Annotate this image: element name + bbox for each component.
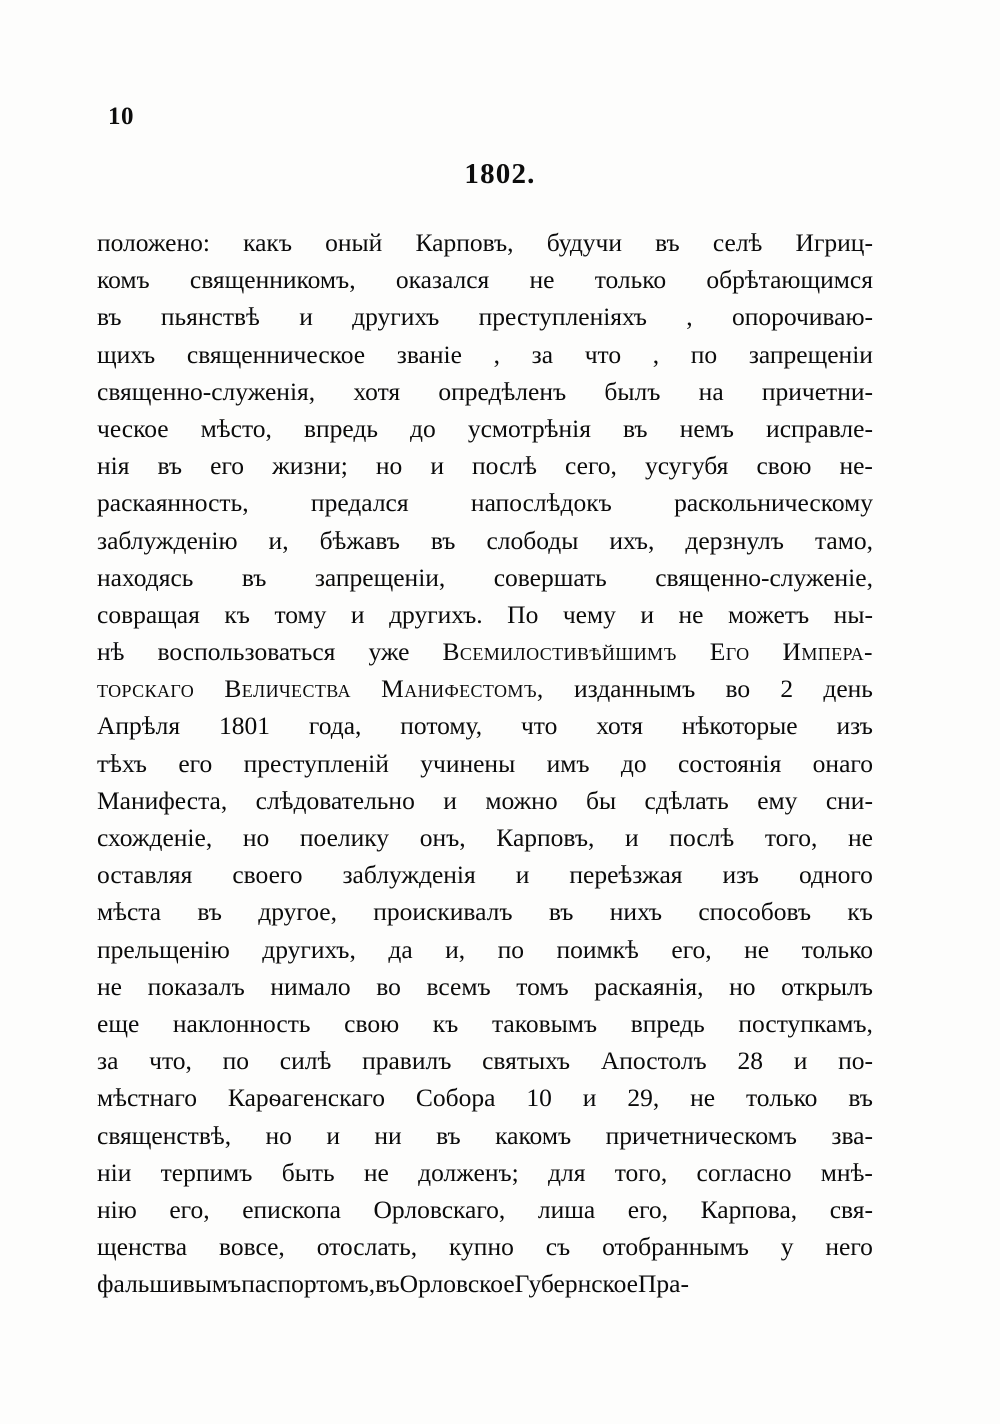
text-word: тѣхъ xyxy=(97,748,147,778)
text-line xyxy=(97,745,873,782)
text-word: мнѣ- xyxy=(820,1157,873,1187)
text-word: Игриц- xyxy=(795,228,873,257)
text-word: изъ xyxy=(722,860,759,890)
text-word: и xyxy=(299,302,313,332)
text-word: но xyxy=(729,971,756,1001)
text-word: комъ xyxy=(97,265,150,295)
text-word: по xyxy=(222,1046,250,1076)
text-word: въ xyxy=(430,525,456,555)
text-word: Импера- xyxy=(782,637,873,667)
text-line xyxy=(97,410,873,447)
text-word: Манифестомъ, xyxy=(381,674,544,704)
text-line xyxy=(97,1228,873,1265)
text-word: ихъ, xyxy=(609,525,655,555)
text-line xyxy=(97,447,873,484)
text-word: того, xyxy=(764,823,818,852)
text-word: Орловское xyxy=(399,1269,515,1299)
text-word: другихъ, xyxy=(262,934,356,964)
text-word: раскаянія, xyxy=(594,971,704,1001)
text-word: какомъ xyxy=(495,1120,572,1150)
text-word: за xyxy=(531,339,554,369)
text-line xyxy=(97,707,873,744)
text-word: торскаго xyxy=(97,674,195,704)
text-word: одного xyxy=(798,860,873,890)
text-word: тому xyxy=(274,599,327,629)
text-word: Всемилостивѣйшимъ xyxy=(442,637,677,667)
text-word: не xyxy=(363,1157,389,1187)
text-word: изданнымъ xyxy=(573,674,696,704)
text-word: нѣ xyxy=(97,637,125,667)
text-word: и, xyxy=(445,934,466,964)
text-word: Пра- xyxy=(638,1269,689,1299)
text-word: оставляя xyxy=(97,860,193,890)
text-word: фальшивымъ xyxy=(97,1269,242,1299)
text-word: онъ, xyxy=(419,823,466,852)
text-word: нію xyxy=(97,1194,137,1224)
text-word: священникомъ, xyxy=(189,265,356,295)
text-word: не xyxy=(847,823,873,852)
text-word: только xyxy=(746,1083,818,1113)
text-line xyxy=(97,336,873,373)
text-word: что, xyxy=(149,1046,192,1076)
text-word: и xyxy=(640,599,655,629)
text-word: бы xyxy=(586,785,617,815)
text-line xyxy=(97,1154,873,1191)
text-word: его, xyxy=(169,1194,210,1224)
text-word: раскаянность, xyxy=(97,488,249,518)
text-word: сего, xyxy=(565,451,617,481)
text-word: и xyxy=(582,1083,597,1113)
text-word: имъ xyxy=(546,748,590,778)
text-word: всемъ xyxy=(426,971,491,1001)
text-word: во xyxy=(376,971,401,1001)
text-word: въ xyxy=(375,1269,400,1299)
text-word: до xyxy=(620,748,647,778)
text-word: и, xyxy=(268,525,289,555)
text-word: Карпова, xyxy=(700,1194,798,1224)
text-word: нимало xyxy=(270,971,351,1001)
text-word: схожденіе, xyxy=(97,823,213,852)
text-word: Собора xyxy=(415,1083,496,1113)
text-word: отослать, xyxy=(316,1232,418,1262)
text-word: свою xyxy=(756,451,812,481)
text-word: 1801 xyxy=(219,711,270,741)
text-word: усугубя xyxy=(644,451,729,481)
text-word: по- xyxy=(838,1046,873,1076)
text-word: его xyxy=(210,451,245,481)
text-word: въ xyxy=(436,1120,461,1150)
text-word: и xyxy=(625,823,639,852)
text-word: оный xyxy=(325,228,383,257)
text-word: переѣзжая xyxy=(569,860,683,890)
text-line xyxy=(97,931,873,968)
text-word: по xyxy=(497,934,525,964)
text-word: пьянствѣ xyxy=(160,302,260,332)
text-word: обрѣтающимся xyxy=(706,265,873,295)
text-line xyxy=(97,1079,873,1116)
text-word: не- xyxy=(839,451,873,481)
text-line xyxy=(97,559,873,596)
text-word: бѣжавъ xyxy=(319,525,400,555)
text-word: 29, xyxy=(627,1083,660,1113)
text-word: совершать xyxy=(493,562,607,592)
text-line xyxy=(97,968,873,1005)
text-word: нія xyxy=(97,451,130,481)
text-word: ны- xyxy=(833,599,873,629)
text-word: преступленіяхъ xyxy=(478,302,647,332)
text-word: жизни; xyxy=(272,451,348,481)
text-word: и xyxy=(326,1120,340,1150)
text-word: щихъ xyxy=(97,339,156,369)
text-word: долженъ; xyxy=(418,1157,519,1187)
text-word: поимкѣ xyxy=(556,934,639,964)
text-word: поелику xyxy=(299,823,390,852)
text-word: Карповъ, xyxy=(415,228,514,257)
text-word: своего xyxy=(232,860,303,890)
text-word: по xyxy=(690,339,718,369)
text-word: заблужденію xyxy=(97,525,238,555)
text-word: можно xyxy=(485,785,558,815)
text-word: да xyxy=(388,934,413,964)
text-word: заблужденія xyxy=(342,860,476,890)
text-line xyxy=(97,596,873,633)
text-word: показалъ xyxy=(147,971,245,1001)
text-line xyxy=(97,1117,873,1154)
text-word: не xyxy=(529,265,555,295)
text-word: таковымъ xyxy=(491,1008,598,1038)
text-word: нѣкоторые xyxy=(681,711,798,741)
text-word: послѣ xyxy=(669,823,735,852)
text-word: усмотрѣнія xyxy=(467,413,591,443)
text-line xyxy=(97,261,873,298)
text-word: въ xyxy=(548,897,574,927)
text-word: уже xyxy=(368,637,410,667)
text-word: въ xyxy=(97,302,122,332)
text-word: епископа xyxy=(242,1194,341,1224)
text-word: священствѣ, xyxy=(97,1120,232,1150)
text-word: состоянія xyxy=(678,748,782,778)
text-word: вовсе, xyxy=(218,1232,285,1262)
text-word: для xyxy=(548,1157,586,1187)
text-word: Апрѣля xyxy=(97,711,181,741)
text-word: послѣ xyxy=(472,451,537,481)
text-word: сдѣлать xyxy=(644,785,729,815)
text-word: способовъ xyxy=(698,897,812,927)
running-head-year: 1802. xyxy=(464,158,536,190)
text-word: до xyxy=(410,413,436,443)
text-word: и xyxy=(430,451,444,481)
text-word: исправле- xyxy=(766,413,873,443)
text-word: въ xyxy=(157,451,183,481)
text-word: Его xyxy=(709,637,750,667)
text-word: Губернское xyxy=(514,1269,639,1299)
text-word: къ xyxy=(847,897,873,927)
text-word: въ xyxy=(241,562,267,592)
text-word: открылъ xyxy=(781,971,873,1001)
text-word: преступленій xyxy=(243,748,389,778)
text-word: дерзнулъ xyxy=(685,525,784,555)
text-word: сни- xyxy=(825,785,873,815)
text-word: опорочиваю- xyxy=(731,302,873,332)
text-line xyxy=(97,782,873,819)
text-word: но xyxy=(242,823,270,852)
text-word: не xyxy=(678,599,704,629)
text-word: паспортомъ, xyxy=(241,1269,376,1299)
text-word: въ xyxy=(197,897,222,927)
text-word: не xyxy=(744,934,770,964)
body-text-block xyxy=(97,224,873,1302)
text-word: что xyxy=(584,339,622,369)
text-word: другихъ xyxy=(352,302,440,332)
text-line xyxy=(97,893,873,930)
text-word: только xyxy=(594,265,667,295)
text-word: не xyxy=(690,1083,716,1113)
text-word: быть xyxy=(281,1157,335,1187)
text-word: впредь xyxy=(303,413,378,443)
text-word: въ xyxy=(848,1083,873,1113)
text-word: немъ xyxy=(679,413,734,443)
text-word: запрещеніи, xyxy=(314,562,446,592)
text-word: его, xyxy=(671,934,712,964)
text-word: согласно xyxy=(696,1157,792,1187)
text-word: слободы xyxy=(486,525,579,555)
text-line xyxy=(97,633,873,670)
text-word: не xyxy=(97,971,122,1001)
text-word: зва- xyxy=(831,1120,873,1150)
text-word: другое, xyxy=(258,897,337,927)
text-line xyxy=(97,373,873,410)
text-word: Орловскаго, xyxy=(373,1194,506,1224)
text-word: къ xyxy=(224,599,250,629)
text-word: и xyxy=(350,599,365,629)
text-word: 28 xyxy=(737,1046,763,1076)
text-word: года, xyxy=(308,711,362,741)
text-word: наклонность xyxy=(172,1008,311,1038)
text-line xyxy=(97,484,873,521)
text-word: лиша xyxy=(537,1194,596,1224)
text-line xyxy=(97,1191,873,1228)
text-word: оказался xyxy=(395,265,490,295)
text-word: находясь xyxy=(97,562,194,592)
text-word: священно-служеніе, xyxy=(655,562,873,592)
text-word: и xyxy=(515,860,530,890)
text-word: день xyxy=(823,674,873,704)
text-word: хотя xyxy=(596,711,643,741)
text-word: По xyxy=(507,599,539,629)
text-word: свя- xyxy=(829,1194,873,1224)
text-line xyxy=(97,819,873,856)
text-word: , xyxy=(493,339,500,369)
text-word: причетни- xyxy=(761,376,873,406)
text-word: Величества xyxy=(224,674,351,704)
text-word: силѣ xyxy=(279,1046,332,1076)
text-word: мѣстнаго xyxy=(97,1083,197,1113)
text-word: потому, xyxy=(400,711,483,741)
text-word: Карѳагенскаго xyxy=(227,1083,385,1113)
text-word: можетъ xyxy=(727,599,810,629)
text-line xyxy=(97,1265,873,1302)
text-word: слѣдовательно xyxy=(255,785,415,815)
text-word: , xyxy=(686,302,693,332)
text-word: напослѣдокъ xyxy=(470,488,612,518)
text-word: правилъ xyxy=(362,1046,452,1076)
text-word: его, xyxy=(627,1194,669,1224)
text-word: еще xyxy=(97,1008,140,1038)
text-word: Манифеста, xyxy=(97,785,228,815)
text-word: 2 xyxy=(780,674,794,704)
text-word: но xyxy=(265,1120,292,1150)
text-word: за xyxy=(97,1046,119,1076)
text-word: будучи xyxy=(546,228,623,257)
text-line xyxy=(97,522,873,559)
page-number: 10 xyxy=(108,103,134,130)
text-word: хотя xyxy=(353,376,401,406)
text-word: запрещеніи xyxy=(748,339,873,369)
text-line xyxy=(97,224,873,261)
text-word: впредь xyxy=(630,1008,705,1038)
text-word: поступкамъ, xyxy=(738,1008,873,1038)
text-word: прельщенію xyxy=(97,934,230,964)
text-word: у xyxy=(780,1232,794,1262)
text-word: Карповъ, xyxy=(496,823,595,852)
text-word: какъ xyxy=(243,228,293,257)
text-word: съ xyxy=(545,1232,571,1262)
text-word: онаго xyxy=(812,748,873,778)
text-word: него xyxy=(825,1232,873,1262)
text-line xyxy=(97,298,873,335)
text-word: во xyxy=(725,674,751,704)
text-word: и xyxy=(793,1046,808,1076)
text-word: воспользоваться xyxy=(157,637,336,667)
text-word: причетническомъ xyxy=(605,1120,797,1150)
text-word: въ xyxy=(655,228,680,257)
text-word: учинены xyxy=(420,748,516,778)
text-word: его xyxy=(178,748,213,778)
text-word: только xyxy=(801,934,873,964)
text-word: раскольническому xyxy=(674,488,873,518)
text-word: отобраннымъ xyxy=(602,1232,749,1262)
text-word: званіе xyxy=(396,339,462,369)
text-word: совращая xyxy=(97,599,200,629)
text-word: ему xyxy=(757,785,798,815)
text-word: ніи xyxy=(97,1157,132,1187)
text-word: нихъ xyxy=(609,897,663,927)
text-word: къ xyxy=(432,1008,459,1038)
text-word: ческое xyxy=(97,413,169,443)
text-word: свою xyxy=(344,1008,400,1038)
text-word: предался xyxy=(310,488,409,518)
text-word: мѣсто, xyxy=(200,413,272,443)
text-word: селѣ xyxy=(712,228,763,257)
text-word: священническое xyxy=(186,339,366,369)
text-word: на xyxy=(698,376,724,406)
text-word: купно xyxy=(449,1232,514,1262)
text-word: терпимъ xyxy=(160,1157,253,1187)
text-word: что xyxy=(520,711,558,741)
text-word: другихъ. xyxy=(389,599,483,629)
text-word: Апостолъ xyxy=(600,1046,707,1076)
text-word: тамо, xyxy=(814,525,873,555)
text-word: священно-служенія, xyxy=(97,376,316,406)
text-line xyxy=(97,1042,873,1079)
text-word: положено: xyxy=(97,228,210,257)
text-word: мѣста xyxy=(97,897,162,927)
text-word: проискивалъ xyxy=(373,897,513,927)
text-word: щенства xyxy=(97,1232,188,1262)
text-word: томъ xyxy=(516,971,569,1001)
text-word: ни xyxy=(374,1120,402,1150)
text-word: святыхъ xyxy=(482,1046,571,1076)
text-line xyxy=(97,670,873,707)
text-word: изъ xyxy=(836,711,873,741)
text-word: 10 xyxy=(526,1083,552,1113)
text-word: того, xyxy=(614,1157,668,1187)
text-word: и xyxy=(443,785,457,815)
text-word: , xyxy=(652,339,660,369)
text-word: чему xyxy=(562,599,616,629)
text-line xyxy=(97,1005,873,1042)
text-word: въ xyxy=(623,413,648,443)
text-word: но xyxy=(375,451,403,481)
text-word: опредѣленъ xyxy=(438,376,567,406)
text-word: былъ xyxy=(604,376,661,406)
text-line xyxy=(97,856,873,893)
